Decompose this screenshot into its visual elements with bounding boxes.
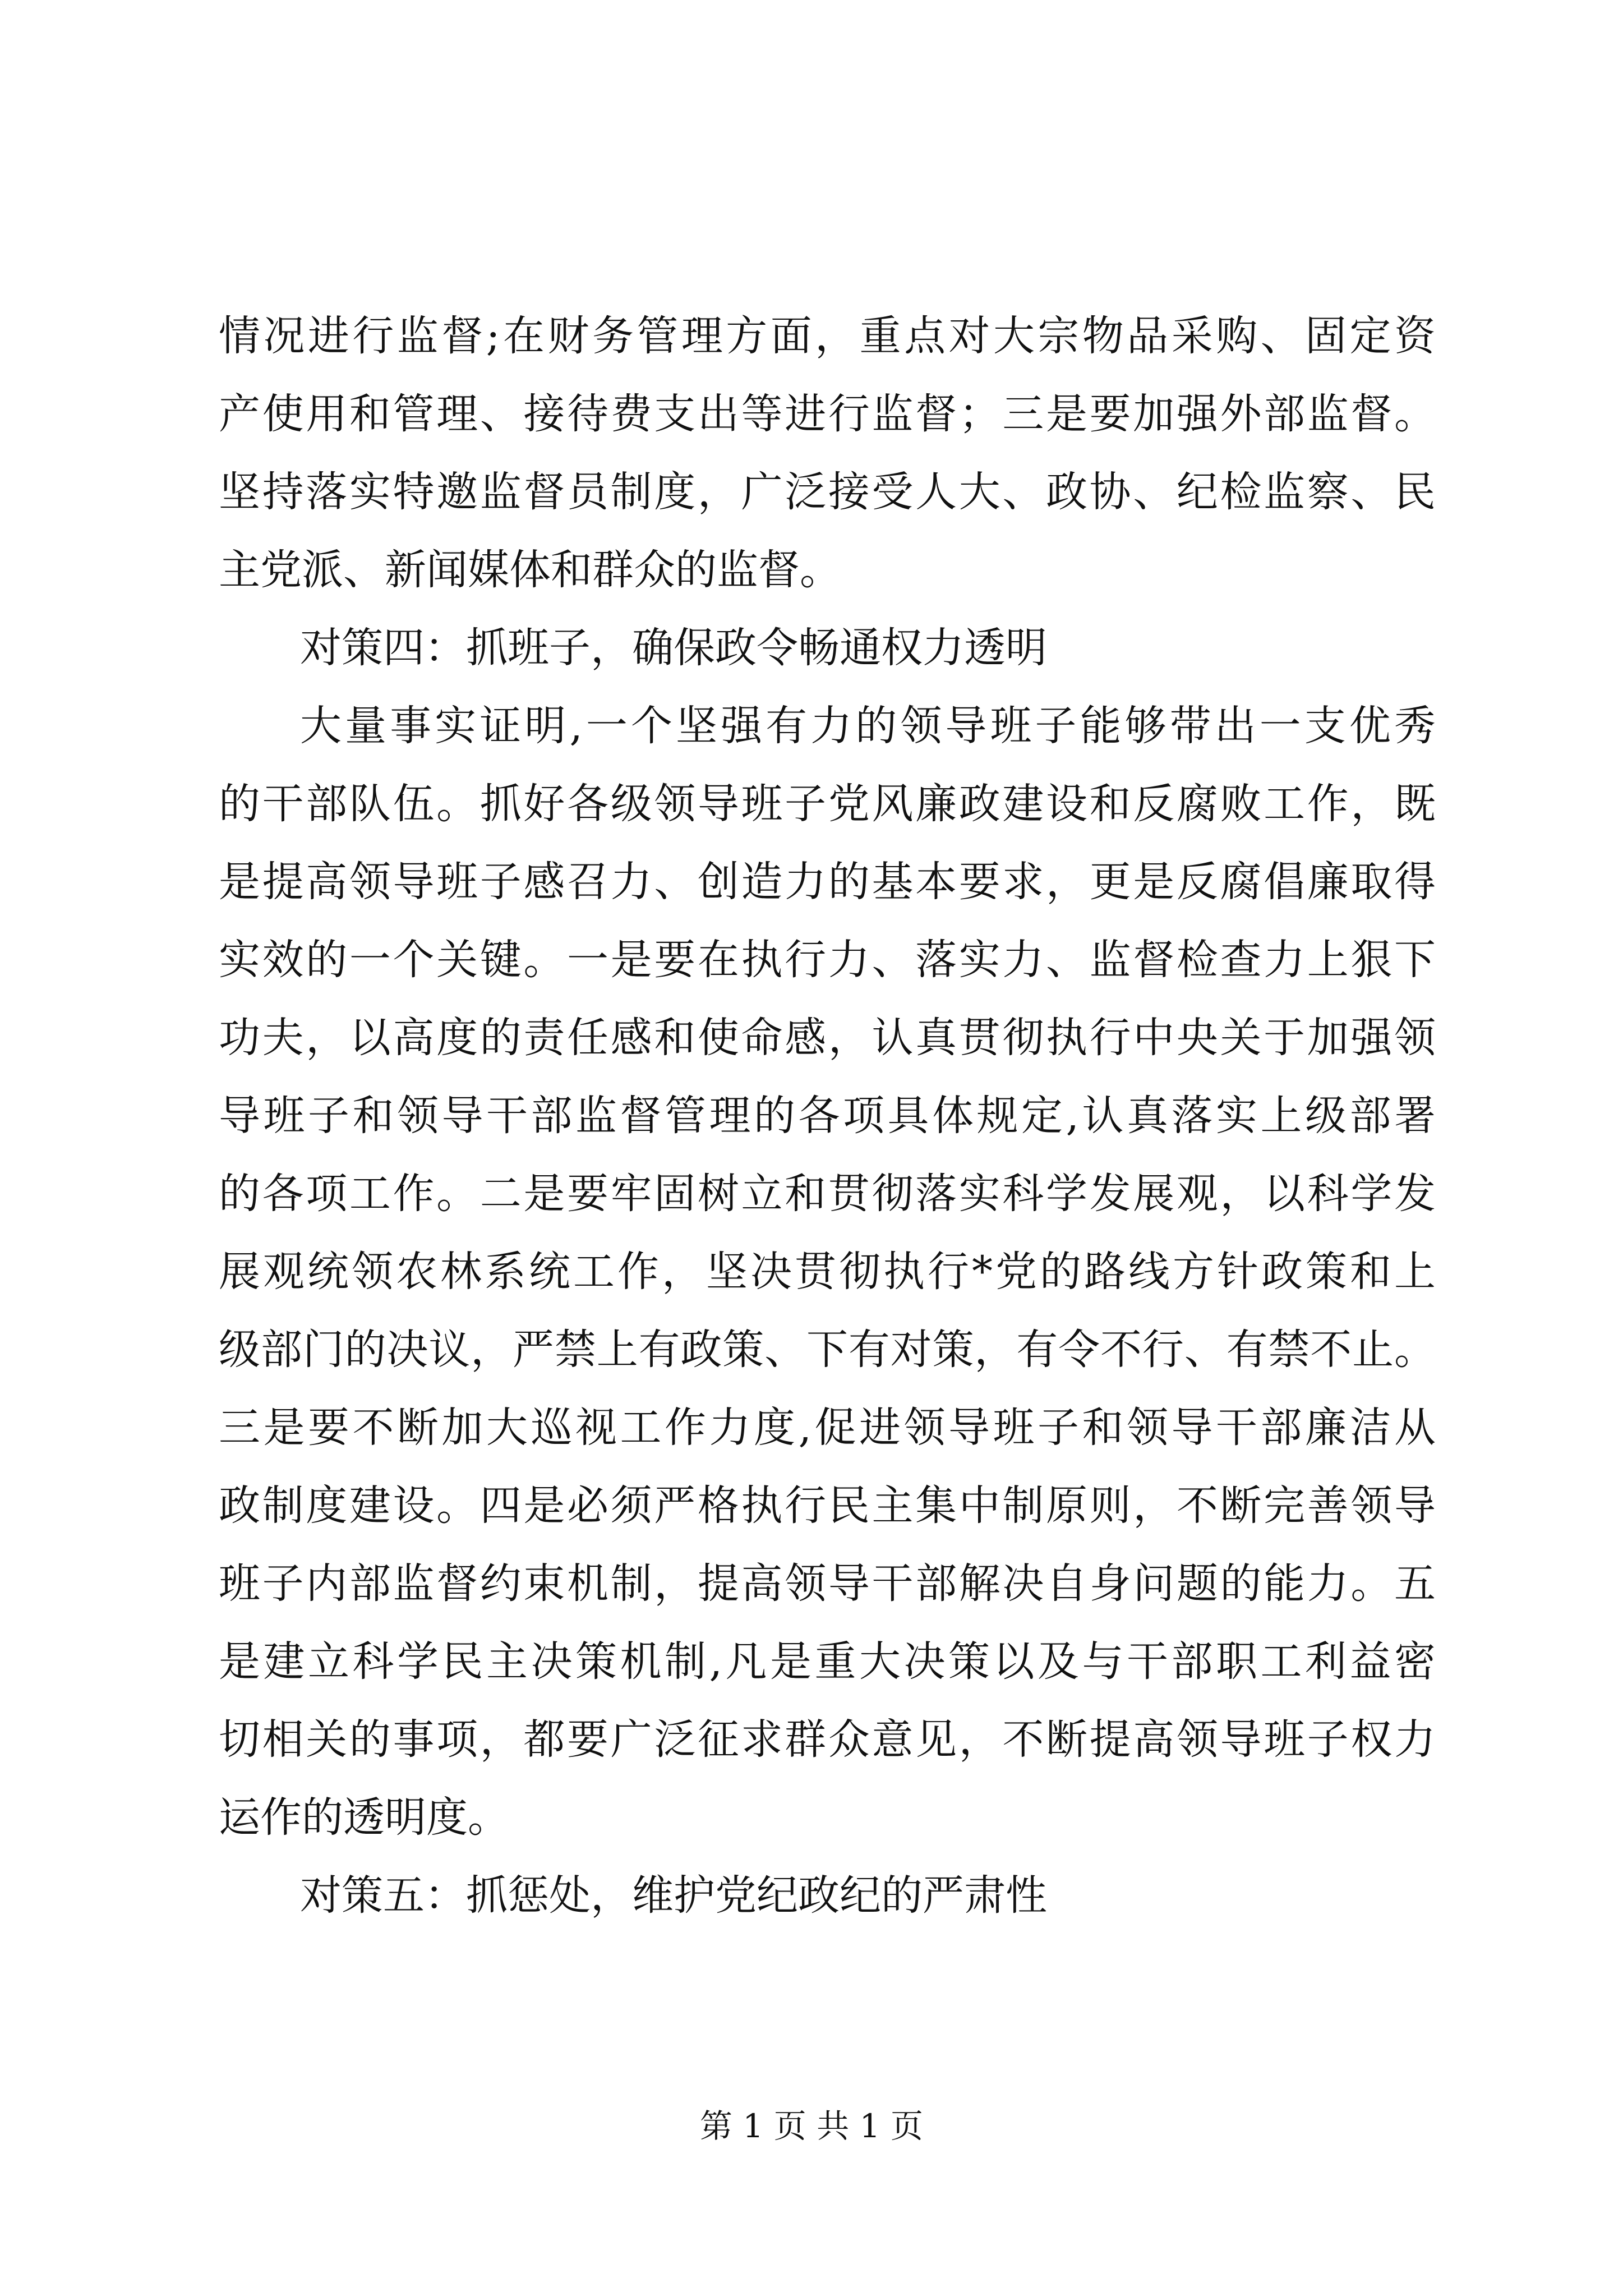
body-line: 的各项工作。二是要牢固树立和贯彻落实科学发展观，以科学发 [219,1170,1436,1218]
body-line: 政制度建设。四是必须严格执行民主集中制原则，不断完善领导 [219,1481,1436,1530]
body-line: 班子内部监督约束机制，提高领导干部解决自身问题的能力。五 [219,1559,1436,1608]
body-line: 主党派、新闻媒体和群众的监督。 [219,546,841,594]
body-line: 导班子和领导干部监督管理的各项具体规定,认真落实上级部署 [219,1092,1436,1140]
body-line: 是建立科学民主决策机制,凡是重大决策以及与干部职工利益密 [219,1637,1436,1686]
body-line: 坚持落实特邀监督员制度，广泛接受人大、政协、纪检监察、民 [219,468,1436,516]
body-line: 三是要不断加大巡视工作力度,促进领导班子和领导干部廉洁从 [219,1404,1436,1452]
page-number-footer: 第 1 页 共 1 页 [700,2107,923,2145]
body-line: 功夫，以高度的责任感和使命感，认真贯彻执行中央关于加强领 [219,1014,1436,1062]
body-line: 的干部队伍。抓好各级领导班子党风廉政建设和反腐败工作，既 [219,780,1436,828]
body-line: 展观统领农林系统工作，坚决贯彻执行*党的路线方针政策和上 [219,1248,1436,1296]
section-heading-4: 对策四：抓班子，确保政令畅通权力透明 [300,624,1047,672]
document-body [219,297,1436,1935]
body-line: 情况进行监督;在财务管理方面，重点对大宗物品采购、固定资 [219,312,1436,360]
body-line: 大量事实证明,一个坚强有力的领导班子能够带出一支优秀 [300,702,1436,750]
body-line: 是提高领导班子感召力、创造力的基本要求，更是反腐倡廉取得 [219,858,1436,906]
section-heading-5: 对策五：抓惩处，维护党纪政纪的严肃性 [300,1871,1047,1920]
body-line: 产使用和管理、接待费支出等进行监督；三是要加强外部监督。 [219,390,1436,438]
body-line: 级部门的决议，严禁上有政策、下有对策，有令不行、有禁不止。 [219,1326,1436,1374]
body-line: 切相关的事项，都要广泛征求群众意见，不断提高领导班子权力 [219,1715,1436,1764]
body-line: 实效的一个关键。一是要在执行力、落实力、监督检查力上狠下 [219,936,1436,984]
body-line: 运作的透明度。 [219,1793,509,1842]
